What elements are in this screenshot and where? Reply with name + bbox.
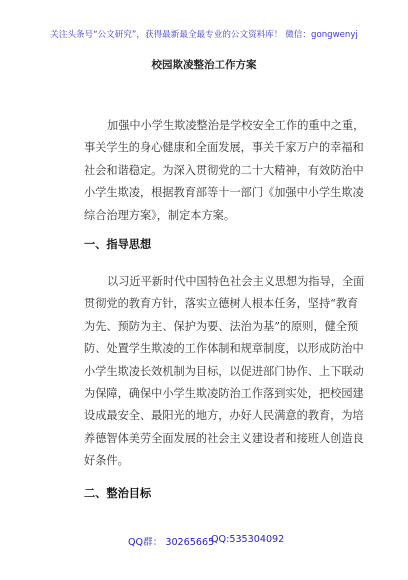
header-banner: 关注头条号“公文研究”，获得最新最全最专业的公文资料库！ 微信：gongwenyj (50, 30, 358, 40)
paragraph-line: 好条件。 (84, 454, 129, 468)
document-title: 校园欺凌整治工作方案 (151, 59, 257, 71)
paragraph-line: 养德智体美劳全面发展的社会主义建设者和接班人创造良 (84, 431, 364, 445)
paragraph-line: 防、处置学生欺凌的工作体制和规章制度，以形成防治中 (84, 342, 364, 356)
paragraph-line: 小学生欺凌长效机制为目标，以促进部门协作、上下联动 (84, 364, 364, 378)
paragraph-line: 设成最安全、最阳光的地方，办好人民满意的教育，为培 (84, 409, 364, 423)
paragraph-line: 小学生欺凌，根据教育部等十一部门《加强中小学生欺凌 (84, 186, 364, 200)
paragraph-line: 为保障，确保中小学生欺凌防治工作落到实处，把校园建 (84, 386, 364, 400)
footer-qq-number: QQ:535304092 (211, 534, 285, 545)
paragraph-line: 为先、预防为主、保护为要、法治为基”的原则，健全预 (84, 319, 359, 333)
paragraph-line: 社会和谐稳定。为深入贯彻党的二十大精神，有效防治中 (84, 163, 364, 177)
footer-qq-group: QQ群： 30265665 (128, 537, 215, 548)
guiding-ideology-paragraph (84, 271, 365, 473)
intro-paragraph (84, 115, 365, 227)
section-heading-goals: 二、整治目标 (84, 487, 152, 500)
footer-contact (0, 534, 408, 554)
section-heading-guiding-ideology: 一、指导思想 (84, 238, 152, 251)
paragraph-line: 加强中小学生欺凌整治是学校安全工作的重中之重， (107, 119, 365, 132)
paragraph-line: 贯彻党的教育方针，落实立德树人根本任务，坚持“教育 (84, 297, 359, 311)
paragraph-line: 综合治理方案》，制定本方案。 (84, 208, 236, 222)
paragraph-line: 事关学生的身心健康和全面发展，事关千家万户的幸福和 (84, 141, 364, 155)
paragraph-line: 以习近平新时代中国特色社会主义思想为指导，全面 (107, 275, 365, 288)
